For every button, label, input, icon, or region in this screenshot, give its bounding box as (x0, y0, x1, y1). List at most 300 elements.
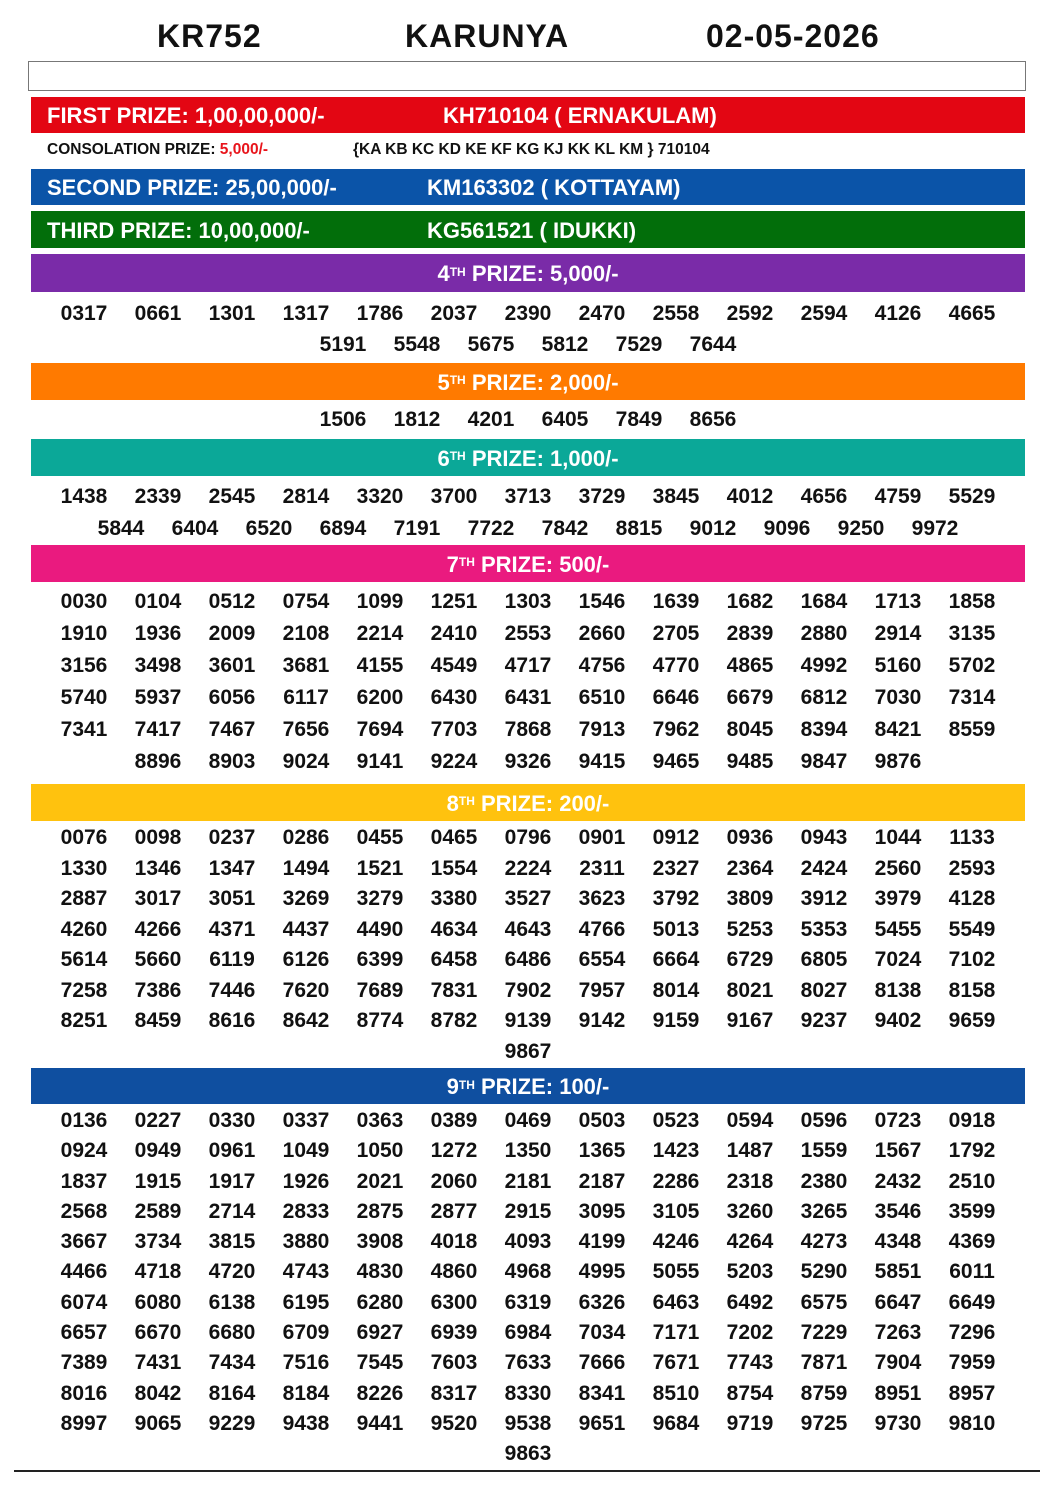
winning-number: 4720 (208, 1260, 256, 1284)
sixth-prize-suffix: TH (449, 449, 466, 463)
winning-number: 6119 (209, 948, 255, 971)
winning-number: 9237 (800, 1009, 848, 1032)
fifth-prize-numbers (31, 406, 1025, 434)
winning-number: 9139 (504, 1009, 552, 1032)
winning-number: 4968 (504, 1260, 552, 1284)
fifth-prize-label: PRIZE: 2,000/- (465, 370, 619, 395)
winning-number: 2060 (430, 1169, 478, 1193)
winning-number: 0901 (578, 826, 626, 849)
winning-number: 1301 (208, 302, 256, 325)
winning-number: 4369 (948, 1230, 996, 1254)
winning-number: 7831 (430, 978, 478, 1002)
ninth-prize-suffix: TH (458, 1078, 475, 1092)
winning-number: 8027 (800, 978, 848, 1002)
winning-number: 9730 (874, 1411, 922, 1435)
winning-number: 1350 (504, 1139, 552, 1163)
winning-number: 6431 (504, 686, 552, 709)
winning-number: 7529 (615, 333, 663, 356)
winning-number: 7386 (134, 978, 182, 1002)
winning-number: 6680 (208, 1321, 256, 1345)
winning-number: 1713 (874, 590, 922, 613)
winning-number: 8014 (652, 978, 700, 1002)
winning-number: 9876 (874, 750, 922, 773)
winning-number: 8164 (208, 1381, 256, 1405)
winning-number: 7957 (578, 978, 626, 1002)
winning-number: 7229 (800, 1321, 848, 1345)
winning-number: 2390 (504, 302, 552, 325)
winning-number: 6319 (504, 1290, 552, 1314)
winning-number: 2594 (800, 302, 848, 325)
fourth-prize-suffix: TH (449, 265, 466, 279)
winning-number: 0363 (356, 1109, 404, 1132)
winning-number: 3809 (726, 887, 774, 910)
winning-number: 6939 (430, 1321, 478, 1345)
second-prize-label: SECOND PRIZE: 25,00,000/- (47, 175, 337, 200)
winning-number: 7024 (874, 948, 922, 971)
winning-number: 5191 (319, 333, 367, 356)
winning-number: 9024 (282, 750, 330, 773)
winning-number: 7516 (282, 1351, 330, 1375)
winning-number: 1567 (874, 1139, 922, 1163)
winning-number: 9229 (208, 1411, 256, 1435)
winning-number: 1423 (652, 1139, 700, 1163)
winning-number: 8251 (60, 1009, 108, 1032)
winning-number: 4348 (874, 1230, 922, 1254)
winning-number: 2224 (504, 856, 552, 880)
winning-number: 8394 (800, 718, 848, 741)
fifth-prize-number: 5 (437, 370, 450, 395)
winning-number: 8896 (134, 750, 182, 773)
winning-number: 3051 (208, 887, 256, 910)
winning-number: 9465 (652, 750, 700, 773)
winning-number: 9810 (948, 1411, 996, 1435)
fifth-prize-bar (31, 363, 1025, 400)
winning-number: 4995 (578, 1260, 626, 1284)
consolation-codes: {KA KB KC KD KE KF KG KJ KK KL KM } 710104 (353, 141, 710, 158)
winning-number: 9684 (652, 1411, 700, 1435)
winning-number: 6138 (208, 1290, 256, 1314)
winning-number: 1917 (208, 1169, 256, 1193)
winning-number: 4018 (430, 1230, 478, 1254)
winning-number: 8138 (874, 978, 922, 1002)
winning-number: 0796 (504, 826, 552, 849)
winning-number: 5675 (467, 333, 515, 356)
winning-number: 6670 (134, 1321, 182, 1345)
winning-number: 5812 (541, 333, 589, 356)
winning-number: 5851 (874, 1260, 922, 1284)
winning-number: 2705 (652, 622, 700, 645)
winning-number: 3700 (430, 485, 478, 508)
winning-number: 3815 (208, 1230, 256, 1254)
winning-number: 2915 (504, 1199, 552, 1223)
winning-number: 1050 (356, 1139, 404, 1163)
winning-number: 6117 (283, 686, 329, 709)
winning-number: 4093 (504, 1230, 552, 1254)
winning-number: 0912 (652, 826, 700, 849)
winning-number: 4266 (134, 917, 182, 941)
winning-number: 2887 (60, 887, 108, 910)
winning-number: 3792 (652, 887, 700, 910)
fourth-prize-number: 4 (437, 261, 450, 286)
winning-number: 1684 (800, 590, 848, 613)
winning-number: 3908 (356, 1230, 404, 1254)
winning-number: 9520 (430, 1411, 478, 1435)
winning-number: 2568 (60, 1199, 108, 1223)
sixth-prize-label: PRIZE: 1,000/- (465, 446, 619, 471)
winning-number: 2510 (948, 1169, 996, 1193)
winning-number: 0337 (282, 1109, 330, 1132)
winning-number: 6510 (578, 686, 626, 709)
winning-number: 6056 (208, 686, 256, 709)
winning-number: 8021 (726, 978, 774, 1002)
winning-number: 0924 (60, 1139, 108, 1163)
winning-number: 7703 (430, 718, 478, 741)
winning-number: 2593 (948, 856, 996, 880)
winning-number: 4199 (578, 1230, 626, 1254)
winning-number: 8815 (615, 516, 663, 540)
winning-number: 5529 (948, 485, 996, 508)
winning-number: 4634 (430, 917, 478, 941)
winning-number: 7671 (652, 1351, 700, 1375)
winning-number: 1494 (282, 856, 330, 880)
winning-number: 7644 (689, 333, 737, 356)
winning-number: 4371 (208, 917, 256, 941)
winning-number: 8042 (134, 1381, 182, 1405)
winning-number: 2181 (504, 1169, 552, 1193)
winning-number: 7102 (948, 948, 996, 971)
winning-number: 7656 (282, 718, 330, 741)
winning-number: 2470 (578, 302, 626, 325)
winning-number: 7871 (800, 1351, 848, 1375)
winning-number: 8016 (60, 1381, 108, 1405)
winning-number: 4012 (726, 485, 774, 508)
winning-number: 8754 (726, 1381, 774, 1405)
winning-number: 6074 (60, 1290, 108, 1314)
winning-number: 5844 (97, 516, 145, 540)
winning-number: 9167 (726, 1009, 774, 1032)
winning-number: 3260 (726, 1199, 774, 1223)
winning-number: 4718 (134, 1260, 182, 1284)
winning-number: 0961 (208, 1139, 256, 1163)
winning-number: 1303 (504, 590, 552, 613)
winning-number: 8421 (874, 718, 922, 741)
winning-number: 7431 (134, 1351, 182, 1375)
winning-number: 4770 (652, 654, 700, 677)
winning-number: 3017 (134, 887, 182, 910)
winning-number: 8341 (578, 1381, 626, 1405)
second-prize-result: KM163302 ( KOTTAYAM) (427, 175, 681, 200)
winning-number: 8656 (689, 408, 737, 431)
winning-number: 0237 (208, 826, 256, 849)
winning-number: 6664 (652, 948, 700, 971)
winning-number: 6729 (726, 948, 774, 971)
winning-number: 4273 (800, 1230, 848, 1254)
result-header (0, 18, 1055, 58)
third-prize-bar (31, 211, 1025, 248)
winning-number: 6812 (800, 686, 848, 709)
winning-number: 5160 (874, 654, 922, 677)
winning-number: 4128 (948, 887, 996, 910)
winning-number: 2545 (208, 485, 256, 508)
winning-number: 9863 (504, 1442, 552, 1466)
winning-number: 7743 (726, 1351, 774, 1375)
winning-number: 8184 (282, 1381, 330, 1405)
consolation-amount: 5,000/- (219, 141, 269, 158)
winning-number: 3095 (578, 1199, 626, 1223)
winning-number: 2880 (800, 622, 848, 645)
winning-number: 2660 (578, 622, 626, 645)
winning-number: 4860 (430, 1260, 478, 1284)
winning-number: 6399 (356, 948, 404, 971)
winning-number: 3380 (430, 887, 478, 910)
winning-number: 9725 (800, 1411, 848, 1435)
winning-number: 6405 (541, 408, 589, 431)
first-prize-bar (31, 97, 1025, 133)
winning-number: 4201 (467, 408, 515, 431)
winning-number: 3880 (282, 1230, 330, 1254)
winning-number: 1786 (356, 302, 404, 325)
third-prize-result: KG561521 ( IDUKKI) (427, 218, 637, 243)
winning-number: 0104 (134, 590, 182, 613)
winning-number: 9651 (578, 1411, 626, 1435)
winning-number: 4665 (948, 302, 996, 325)
winning-number: 3729 (578, 485, 626, 508)
fourth-prize-label: PRIZE: 5,000/- (465, 261, 619, 286)
winning-number: 6647 (874, 1290, 922, 1314)
winning-number: 2339 (134, 485, 182, 508)
winning-number: 8957 (948, 1381, 996, 1405)
winning-number: 6458 (430, 948, 478, 971)
lottery-name: KARUNYA (405, 18, 570, 54)
winning-number: 2327 (652, 856, 700, 880)
winning-number: 5353 (800, 917, 848, 941)
winning-number: 5253 (726, 917, 774, 941)
winning-number: 7849 (615, 408, 663, 431)
winning-number: 6709 (282, 1321, 330, 1345)
winning-number: 9485 (726, 750, 774, 773)
winning-number: 6430 (430, 686, 478, 709)
winning-number: 0936 (726, 826, 774, 849)
winning-number: 4437 (282, 917, 330, 941)
winning-number: 3601 (208, 654, 256, 677)
winning-number: 0503 (578, 1109, 626, 1132)
winning-number: 6520 (245, 516, 293, 540)
winning-number: 1438 (60, 485, 108, 508)
winning-number: 9065 (134, 1411, 182, 1435)
winning-number: 4743 (282, 1260, 330, 1284)
winning-number: 0455 (356, 826, 404, 849)
winning-number: 1926 (282, 1169, 330, 1193)
winning-number: 6280 (356, 1290, 404, 1314)
winning-number: 6646 (652, 686, 700, 709)
winning-number: 3734 (134, 1230, 182, 1254)
winning-number: 7620 (282, 978, 330, 1002)
winning-number: 0918 (948, 1109, 996, 1132)
winning-number: 7314 (948, 686, 996, 709)
winning-number: 4766 (578, 917, 626, 941)
winning-number: 9867 (504, 1039, 552, 1063)
winning-number: 0465 (430, 826, 478, 849)
winning-number: 0594 (726, 1109, 774, 1132)
winning-number: 0227 (134, 1109, 182, 1132)
ninth-prize-bar (31, 1068, 1025, 1104)
blank-box (28, 61, 1026, 91)
winning-number: 5455 (874, 917, 922, 941)
winning-number: 5702 (948, 654, 996, 677)
winning-number: 7902 (504, 978, 552, 1002)
eighth-prize-number: 8 (446, 791, 459, 816)
winning-number: 9659 (948, 1009, 996, 1032)
winning-number: 2558 (652, 302, 700, 325)
winning-number: 8774 (356, 1009, 404, 1032)
winning-number: 1487 (726, 1139, 774, 1163)
winning-number: 8158 (948, 978, 996, 1002)
winning-number: 2877 (430, 1199, 478, 1223)
eighth-prize-suffix: TH (458, 794, 475, 808)
winning-number: 7694 (356, 718, 404, 741)
winning-number: 9224 (430, 750, 478, 773)
third-prize-label: THIRD PRIZE: 10,00,000/- (47, 218, 310, 243)
winning-number: 3156 (60, 654, 108, 677)
winning-number: 4260 (60, 917, 108, 941)
winning-number: 1133 (949, 826, 995, 849)
winning-number: 2311 (579, 856, 625, 880)
winning-number: 1546 (578, 590, 626, 613)
winning-number: 4865 (726, 654, 774, 677)
winning-number: 6679 (726, 686, 774, 709)
winning-number: 7434 (208, 1351, 256, 1375)
winning-number: 4126 (874, 302, 922, 325)
winning-number: 9847 (800, 750, 848, 773)
winning-number: 1858 (948, 590, 996, 613)
winning-number: 1792 (948, 1139, 996, 1163)
winning-number: 9250 (837, 516, 885, 540)
winning-number: 9159 (652, 1009, 700, 1032)
winning-number: 2714 (208, 1199, 256, 1223)
winning-number: 3265 (800, 1199, 848, 1223)
winning-number: 9402 (874, 1009, 922, 1032)
winning-number: 8330 (504, 1381, 552, 1405)
winning-number: 6575 (800, 1290, 848, 1314)
winning-number: 2021 (356, 1169, 404, 1193)
winning-number: 1049 (282, 1139, 330, 1163)
winning-number: 7904 (874, 1351, 922, 1375)
winning-number: 0330 (208, 1109, 256, 1132)
winning-number: 0754 (282, 590, 330, 613)
winning-number: 7191 (393, 516, 441, 540)
winning-number: 7202 (726, 1321, 774, 1345)
winning-number: 8782 (430, 1009, 478, 1032)
winning-number: 2914 (874, 622, 922, 645)
winning-number: 6200 (356, 686, 404, 709)
winning-number: 6326 (578, 1290, 626, 1314)
winning-number: 7296 (948, 1321, 996, 1345)
winning-number: 3681 (282, 654, 330, 677)
winning-number: 0723 (874, 1109, 922, 1132)
winning-number: 6657 (60, 1321, 108, 1345)
winning-number: 0523 (652, 1109, 700, 1132)
winning-number: 1682 (726, 590, 774, 613)
winning-number: 3713 (504, 485, 552, 508)
winning-number: 4549 (430, 654, 478, 677)
winning-number: 7913 (578, 718, 626, 741)
ninth-prize-numbers (31, 1106, 1025, 1470)
ninth-prize-number: 9 (446, 1074, 459, 1099)
winning-number: 5055 (652, 1260, 700, 1284)
winning-number: 9142 (578, 1009, 626, 1032)
winning-number: 3498 (134, 654, 182, 677)
draw-code: KR752 (157, 18, 262, 54)
winning-number: 3623 (578, 887, 626, 910)
winning-number: 3845 (652, 485, 700, 508)
winning-number: 0512 (208, 590, 256, 613)
sixth-prize-bar (31, 439, 1025, 476)
winning-number: 7258 (60, 978, 108, 1002)
winning-number: 1837 (60, 1169, 108, 1193)
winning-number: 2108 (282, 622, 330, 645)
winning-number: 1251 (430, 590, 478, 613)
winning-number: 6300 (430, 1290, 478, 1314)
winning-number: 2814 (282, 485, 330, 508)
winning-number: 4246 (652, 1230, 700, 1254)
consolation-label: CONSOLATION PRIZE: (47, 141, 220, 158)
winning-number: 0076 (60, 826, 108, 849)
first-prize-result: KH710104 ( ERNAKULAM) (443, 103, 717, 128)
winning-number: 7959 (948, 1351, 996, 1375)
first-prize-label: FIRST PRIZE: 1,00,00,000/- (47, 103, 325, 128)
winning-number: 6463 (652, 1290, 700, 1314)
winning-number: 4466 (60, 1260, 108, 1284)
winning-number: 6486 (504, 948, 552, 971)
winning-number: 3320 (356, 485, 404, 508)
winning-number: 8997 (60, 1411, 108, 1435)
winning-number: 1272 (430, 1139, 478, 1163)
winning-number: 8903 (208, 750, 256, 773)
winning-number: 0943 (800, 826, 848, 849)
winning-number: 2560 (874, 856, 922, 880)
winning-number: 1639 (652, 590, 700, 613)
winning-number: 9415 (578, 750, 626, 773)
winning-number: 2286 (652, 1169, 700, 1193)
draw-date: 02-05-2026 (706, 18, 880, 54)
winning-number: 7962 (652, 718, 700, 741)
winning-number: 8616 (208, 1009, 256, 1032)
fifth-prize-suffix: TH (449, 373, 466, 387)
winning-number: 1044 (874, 826, 922, 849)
ninth-prize-label: PRIZE: 100/- (474, 1074, 610, 1099)
consolation-prize (47, 141, 1027, 165)
winning-number: 1812 (393, 408, 441, 431)
fourth-prize-numbers (31, 298, 1025, 360)
winning-number: 6554 (578, 948, 626, 971)
winning-number: 6894 (319, 516, 367, 540)
winning-number: 0136 (60, 1109, 108, 1132)
winning-number: 1910 (60, 622, 108, 645)
winning-number: 0661 (134, 302, 182, 325)
winning-number: 1347 (208, 856, 256, 880)
winning-number: 2037 (430, 302, 478, 325)
seventh-prize-suffix: TH (458, 555, 475, 569)
winning-number: 6927 (356, 1321, 404, 1345)
winning-number: 9441 (356, 1411, 404, 1435)
winning-number: 4717 (504, 654, 552, 677)
winning-number: 6492 (726, 1290, 774, 1314)
sixth-prize-number: 6 (437, 446, 450, 471)
winning-number: 0317 (60, 302, 108, 325)
winning-number: 1330 (60, 856, 108, 880)
seventh-prize-label: PRIZE: 500/- (474, 552, 610, 577)
winning-number: 8951 (874, 1381, 922, 1405)
